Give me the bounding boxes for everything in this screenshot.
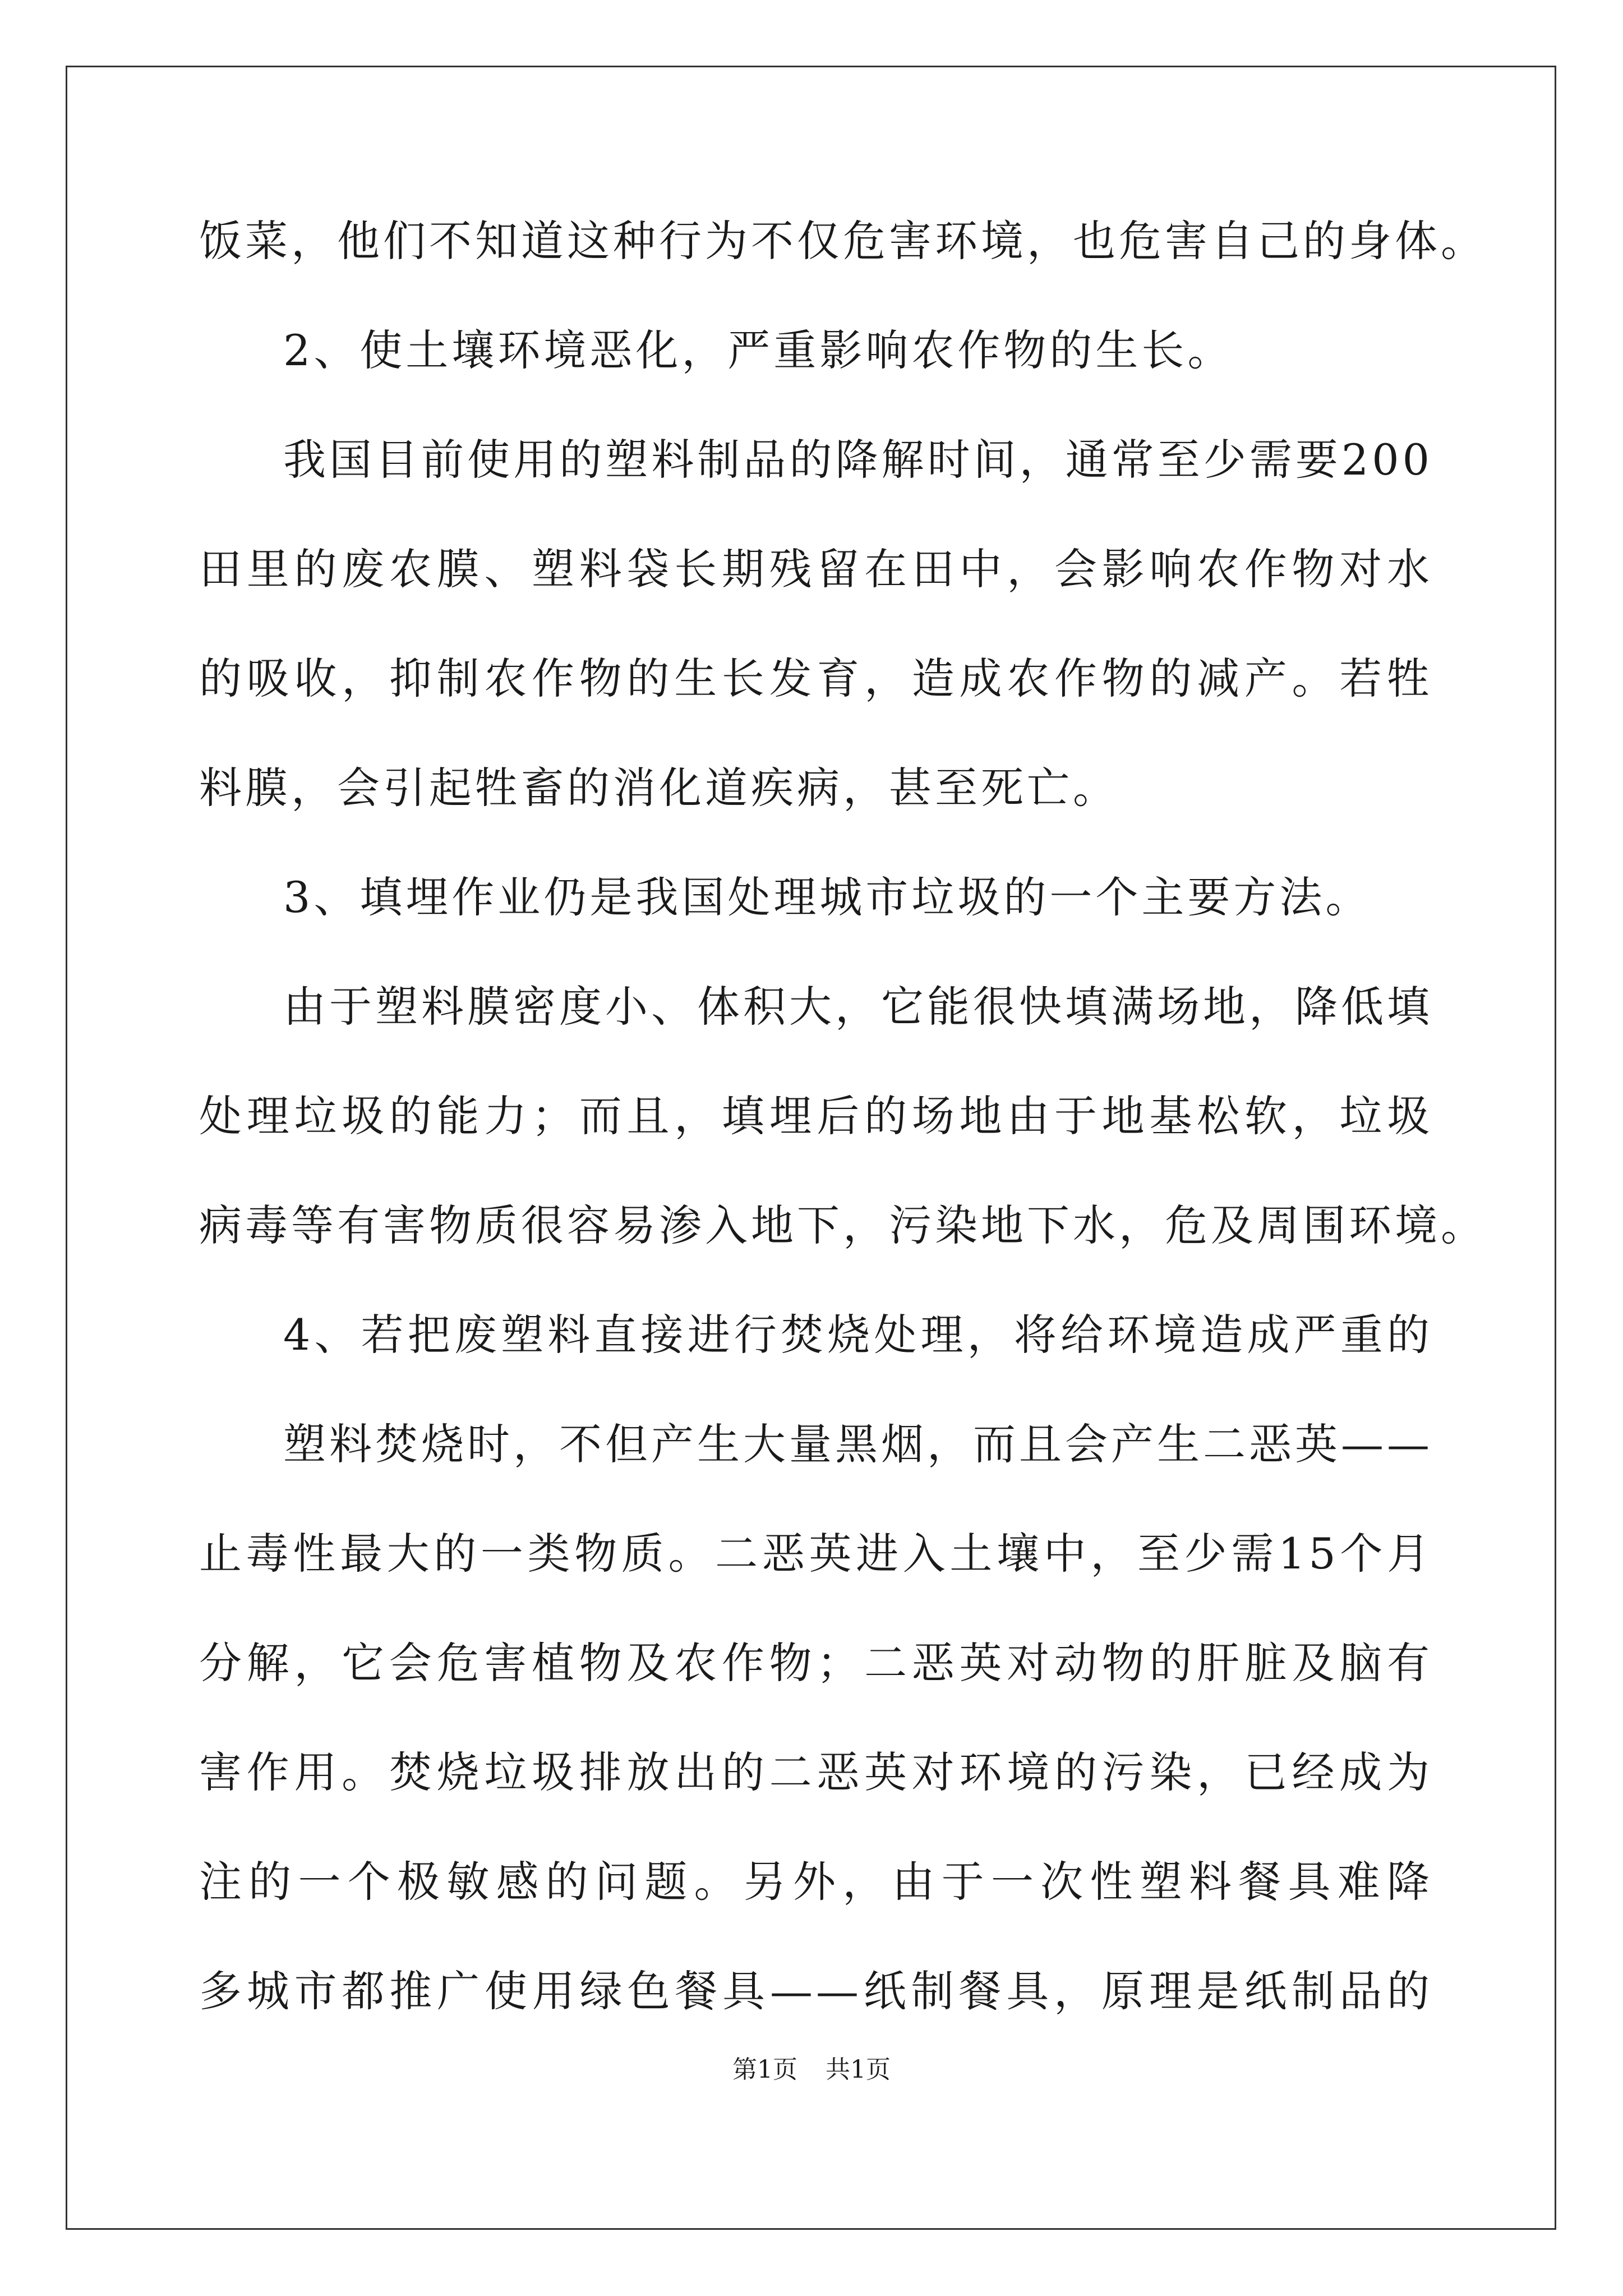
text-line: 害作用。焚烧垃圾排放出的二恶英对环境的污染，已经成为: [199, 1747, 1433, 1797]
text-line: 饭菜，他们不知道这种行为不仅危害环境，也危害自己的身体。: [199, 216, 1487, 266]
text-line: 多城市都推广使用绿色餐具——纸制餐具，原理是纸制品的: [199, 1966, 1433, 2016]
text-line: 止毒性最大的一类物质。二恶英进入土壤中，至少需15个月: [199, 1529, 1433, 1579]
text-line: 注的一个极敏感的问题。另外，由于一次性塑料餐具难降: [199, 1857, 1433, 1907]
section-heading: 4、若把废塑料直接进行焚烧处理，将给环境造成严重的: [283, 1310, 1433, 1360]
page-footer: [0, 2053, 1623, 2087]
text-line: 病毒等有害物质很容易渗入地下，污染地下水，危及周围环境。: [199, 1200, 1487, 1250]
text-line: 的吸收，抑制农作物的生长发育，造成农作物的减产。若牲: [199, 654, 1433, 703]
text-line: 料膜，会引起牲畜的消化道疾病，甚至死亡。: [199, 763, 1119, 813]
text-line: 分解，它会危害植物及农作物；二恶英对动物的肝脏及脑有: [199, 1638, 1433, 1688]
text-line: 由于塑料膜密度小、体积大，它能很快填满场地，降低填: [283, 982, 1433, 1032]
text-line: 我国目前使用的塑料制品的降解时间，通常至少需要200: [283, 435, 1433, 485]
section-heading: 2、使土壤环境恶化，严重影响农作物的生长。: [283, 325, 1234, 375]
page-number: 第1页: [732, 2055, 797, 2084]
text-line: 田里的废农膜、塑料袋长期残留在田中，会影响农作物对水: [199, 544, 1433, 594]
text-line: 处理垃圾的能力；而且，填埋后的场地由于地基松软，垃圾: [199, 1091, 1433, 1141]
text-line: 塑料焚烧时，不但产生大量黑烟，而且会产生二恶英——: [283, 1419, 1433, 1469]
section-heading: 3、填埋作业仍是我国处理城市垃圾的一个主要方法。: [283, 872, 1372, 922]
page-total: 共1页: [826, 2055, 891, 2084]
